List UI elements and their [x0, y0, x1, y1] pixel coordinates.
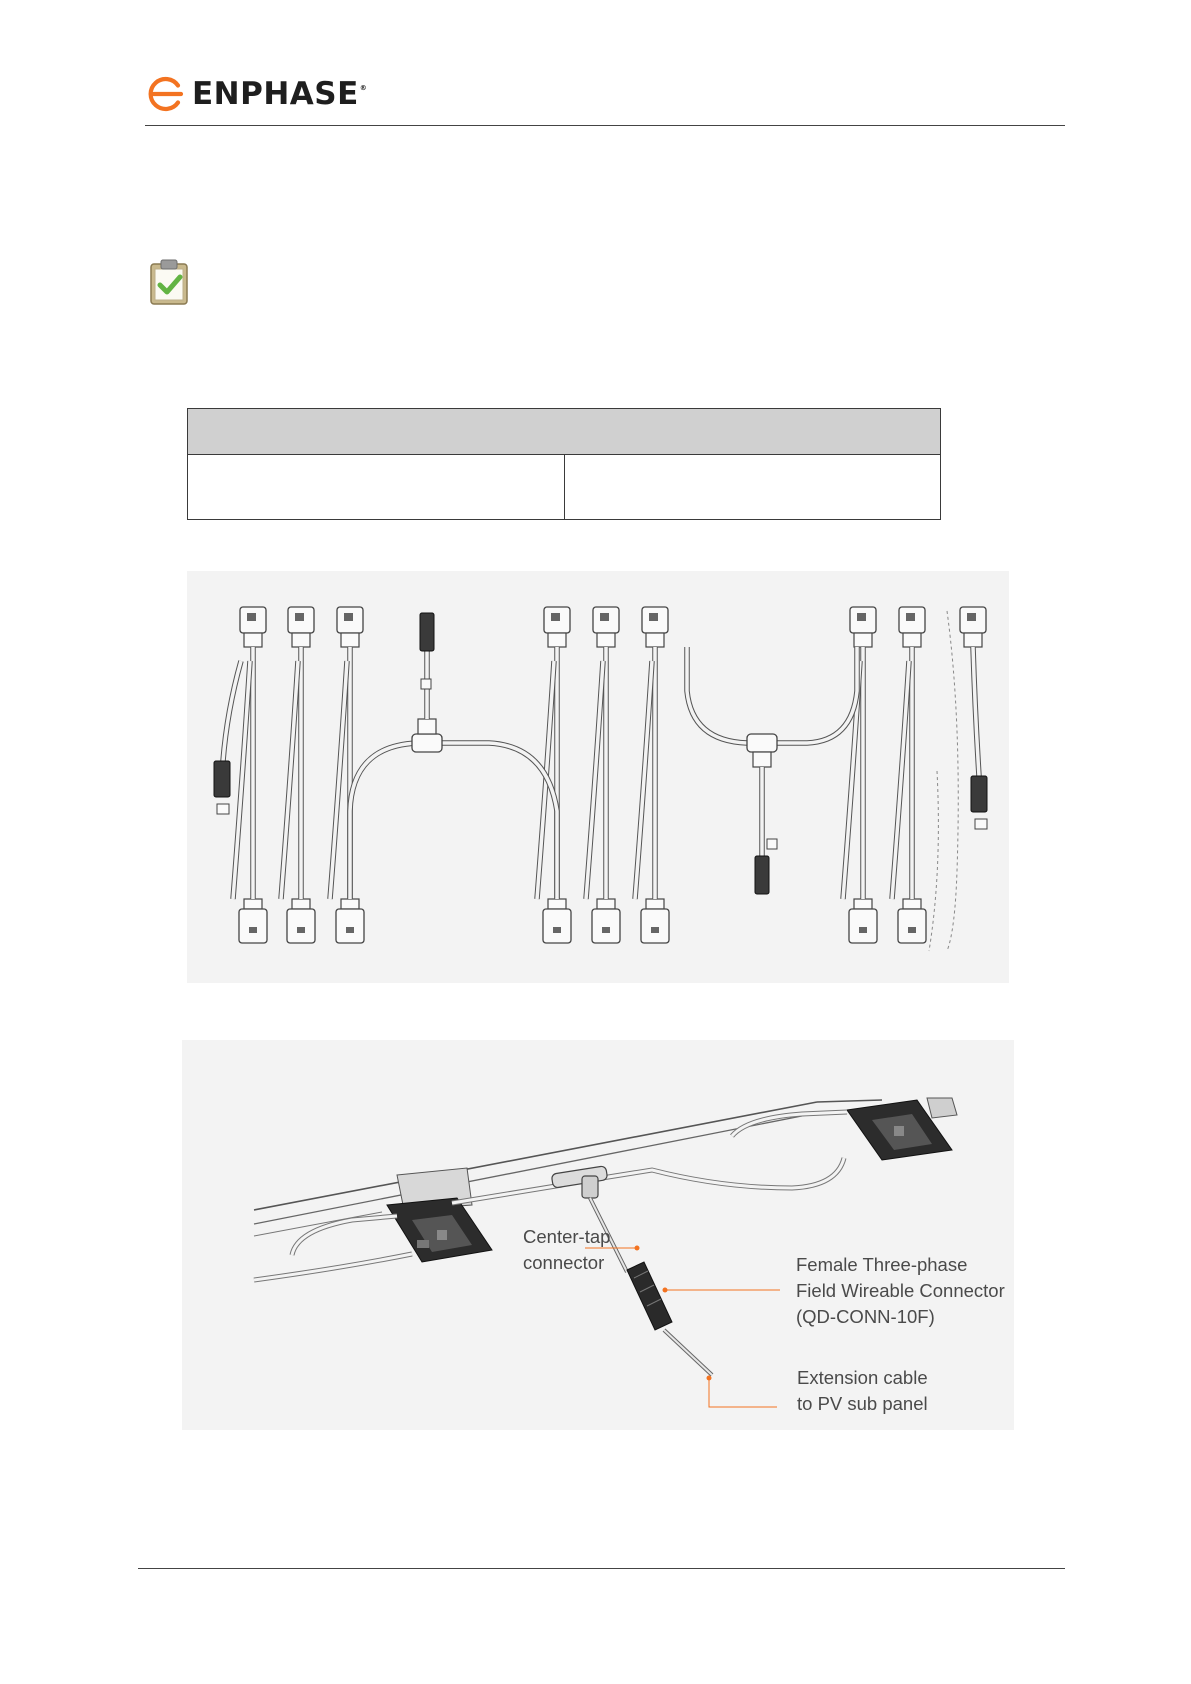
- table-cell: [188, 455, 565, 520]
- bottom-connector: [336, 909, 364, 943]
- field-connector: [755, 856, 769, 894]
- field-connector: [971, 776, 987, 812]
- bottom-connector: [592, 909, 620, 943]
- info-table: [187, 408, 941, 520]
- bottom-connector: [239, 909, 267, 943]
- cable-layout-figure: [187, 571, 1009, 983]
- clipboard-check-icon: [148, 258, 190, 306]
- field-wireable-connector-label: Female Three-phase Field Wireable Connector (QD-CONN-10F): [796, 1254, 1005, 1327]
- trunk-cable: [350, 743, 557, 899]
- bottom-connector: [898, 909, 926, 943]
- enphase-logo: [148, 76, 367, 112]
- bottom-connector: [287, 909, 315, 943]
- field-connector: [214, 761, 230, 797]
- center-tap: [747, 734, 777, 752]
- cut-line: [947, 611, 958, 951]
- footer-divider: [138, 1568, 1065, 1569]
- header-divider: [145, 125, 1065, 126]
- table-cell: [564, 455, 941, 520]
- microinverter-right: [847, 1098, 957, 1160]
- center-tap: [412, 734, 442, 752]
- table-header: [188, 409, 941, 455]
- brand-name: ENPHASE®: [192, 76, 368, 112]
- extension-cable-label: Extension cable to PV sub panel: [797, 1367, 928, 1414]
- bottom-connector: [641, 909, 669, 943]
- microinverter-left: [387, 1168, 492, 1262]
- bottom-connector: [543, 909, 571, 943]
- cut-line: [929, 771, 938, 951]
- bottom-connector: [849, 909, 877, 943]
- installation-figure: [182, 1040, 1014, 1430]
- center-tap-connector: [551, 1166, 608, 1198]
- trunk-cable: [687, 647, 857, 743]
- center-tap-label: Center-tap connector: [523, 1226, 611, 1273]
- leader-lines: [585, 1246, 780, 1408]
- cable-layout-drawing: [187, 571, 1009, 983]
- field-wireable-connector: [627, 1262, 672, 1330]
- field-connector: [420, 613, 434, 651]
- registered-mark-icon: ®: [359, 84, 368, 92]
- enphase-logo-icon: [148, 76, 184, 112]
